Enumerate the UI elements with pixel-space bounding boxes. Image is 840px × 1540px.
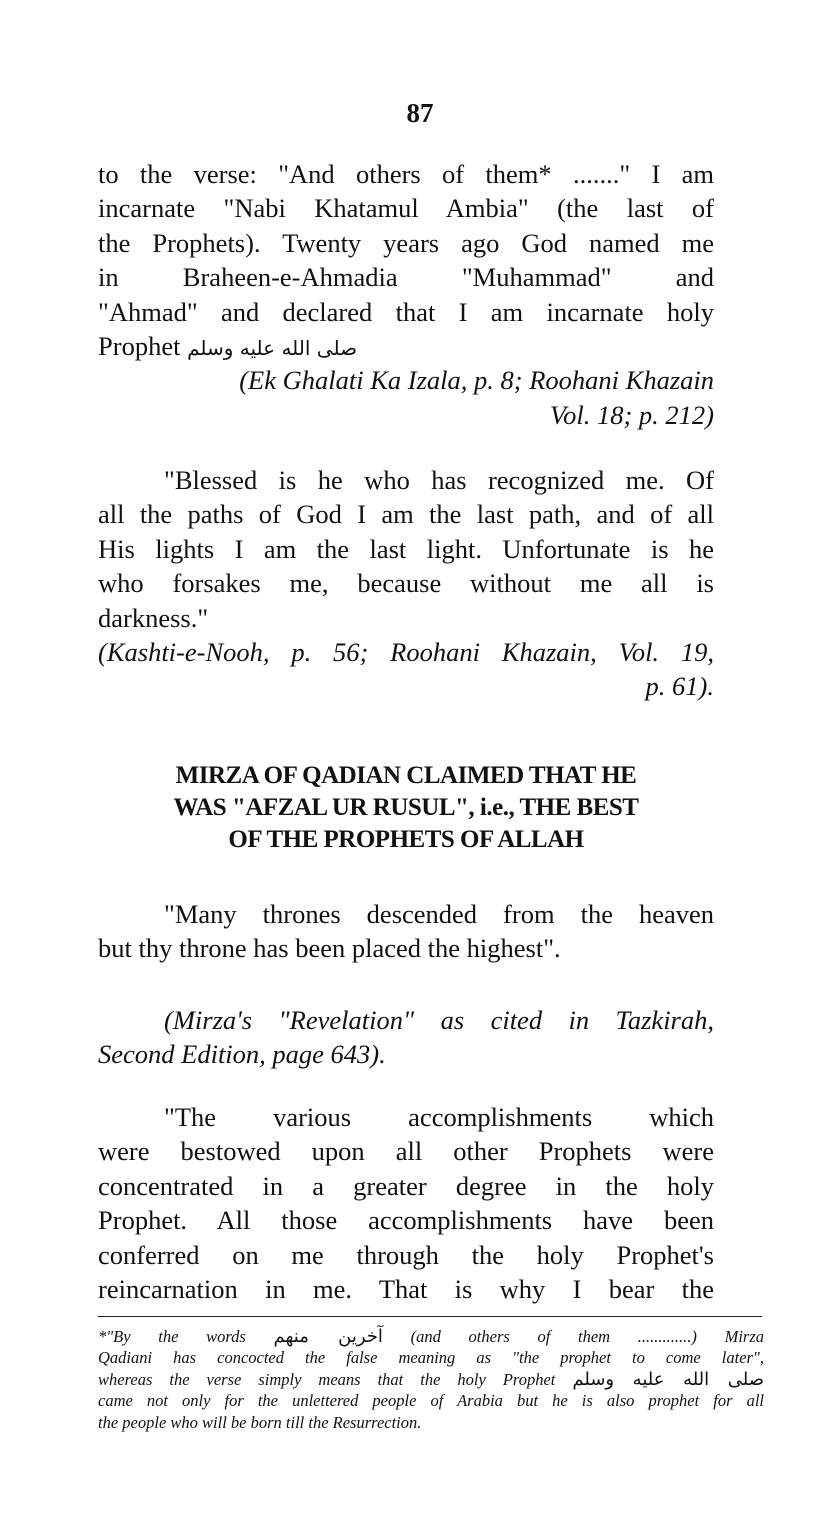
text-line: reincarnation in me. That is why I bear the <box>98 1273 714 1304</box>
text-line: "Ahmad" and declared that I am incarnate holy <box>98 296 714 327</box>
text-line: incarnate "Nabi Khatamul Ambia" (the last of <box>98 193 714 224</box>
text-line: were bestowed upon all other Prophets were <box>98 1136 714 1167</box>
citation-block <box>98 1003 714 1072</box>
citation: Vol. 18; p. 212) <box>549 399 714 430</box>
footnote-divider <box>98 1316 762 1317</box>
text-line: concentrated in a greater degree in the holy <box>98 1170 714 1201</box>
text-line: but thy throne has been placed the highest". <box>98 933 561 964</box>
citation: p. 61). <box>645 671 714 702</box>
text-line: His lights I am the last light. Unfortunate is he <box>98 533 714 564</box>
citation: Second Edition, page 643). <box>98 1039 386 1070</box>
footnote-line <box>98 1369 764 1390</box>
text-line: in Braheen-e-Ahmadia "Muhammad" and <box>98 262 714 293</box>
paragraph-2 <box>98 463 714 704</box>
citation: (Kashti-e-Nooh, p. 56; Roohani Khazain, Vol. 19, <box>98 636 714 667</box>
footnote-text: whereas the verse simply means that the holy Prophet <box>98 1369 556 1389</box>
text-line: "Blessed is he who has recognized me. Of <box>164 465 714 495</box>
text-line <box>98 329 714 363</box>
footnote <box>98 1326 764 1433</box>
section-heading <box>98 760 714 856</box>
text-line: who forsakes me, because without me all is <box>98 568 714 599</box>
footnote-line <box>98 1326 764 1347</box>
text-word: Prophet <box>98 330 181 361</box>
text-line: all the paths of God I am the last path, and of all <box>98 499 714 530</box>
footnote-line: the people who will be born till the Resurrection. <box>98 1412 422 1432</box>
footnote-text: (and others of them .............) Mirza <box>410 1327 764 1346</box>
citation: (Mirza's "Revelation" as cited in Tazkirah, <box>164 1005 714 1035</box>
citation: (Ek Ghalati Ka Izala, p. 8; Roohani Khazain <box>239 365 714 396</box>
text-line: Prophet. All those accomplishments have been <box>98 1205 714 1236</box>
paragraph-3 <box>98 897 714 966</box>
paragraph-1 <box>98 157 714 432</box>
arabic-salutation: صلى الله عليه وسلم <box>187 335 358 360</box>
heading-line: OF THE PROPHETS OF ALLAH <box>228 826 584 853</box>
text-line: the Prophets). Twenty years ago God named me <box>98 227 714 258</box>
text-line: "Many thrones descended from the heaven <box>164 899 714 929</box>
heading-line: MIRZA OF QADIAN CLAIMED THAT HE <box>175 762 637 789</box>
text-line: to the verse: "And others of them* ......." I am <box>98 159 714 189</box>
footnote-line: Qadiani has concocted the false meaning as "the prophet to come later", <box>98 1348 764 1368</box>
arabic-salutation: صلى الله عليه وسلم <box>572 1368 764 1390</box>
text-line: darkness." <box>98 602 209 633</box>
arabic-phrase: آخرين منهم <box>273 1326 383 1347</box>
text-line: conferred on me through the holy Prophet's <box>98 1239 714 1270</box>
page-number: 87 <box>406 98 434 128</box>
paragraph-4 <box>98 1100 714 1306</box>
text-line: "The various accomplishments which <box>164 1102 714 1132</box>
heading-line: WAS "AFZAL UR RUSUL", i.e., THE BEST <box>173 794 639 821</box>
footnote-text: *"By the words <box>98 1327 246 1346</box>
footnote-line: came not only for the unlettered people of Arabia but he is also prophet for all <box>98 1391 764 1411</box>
